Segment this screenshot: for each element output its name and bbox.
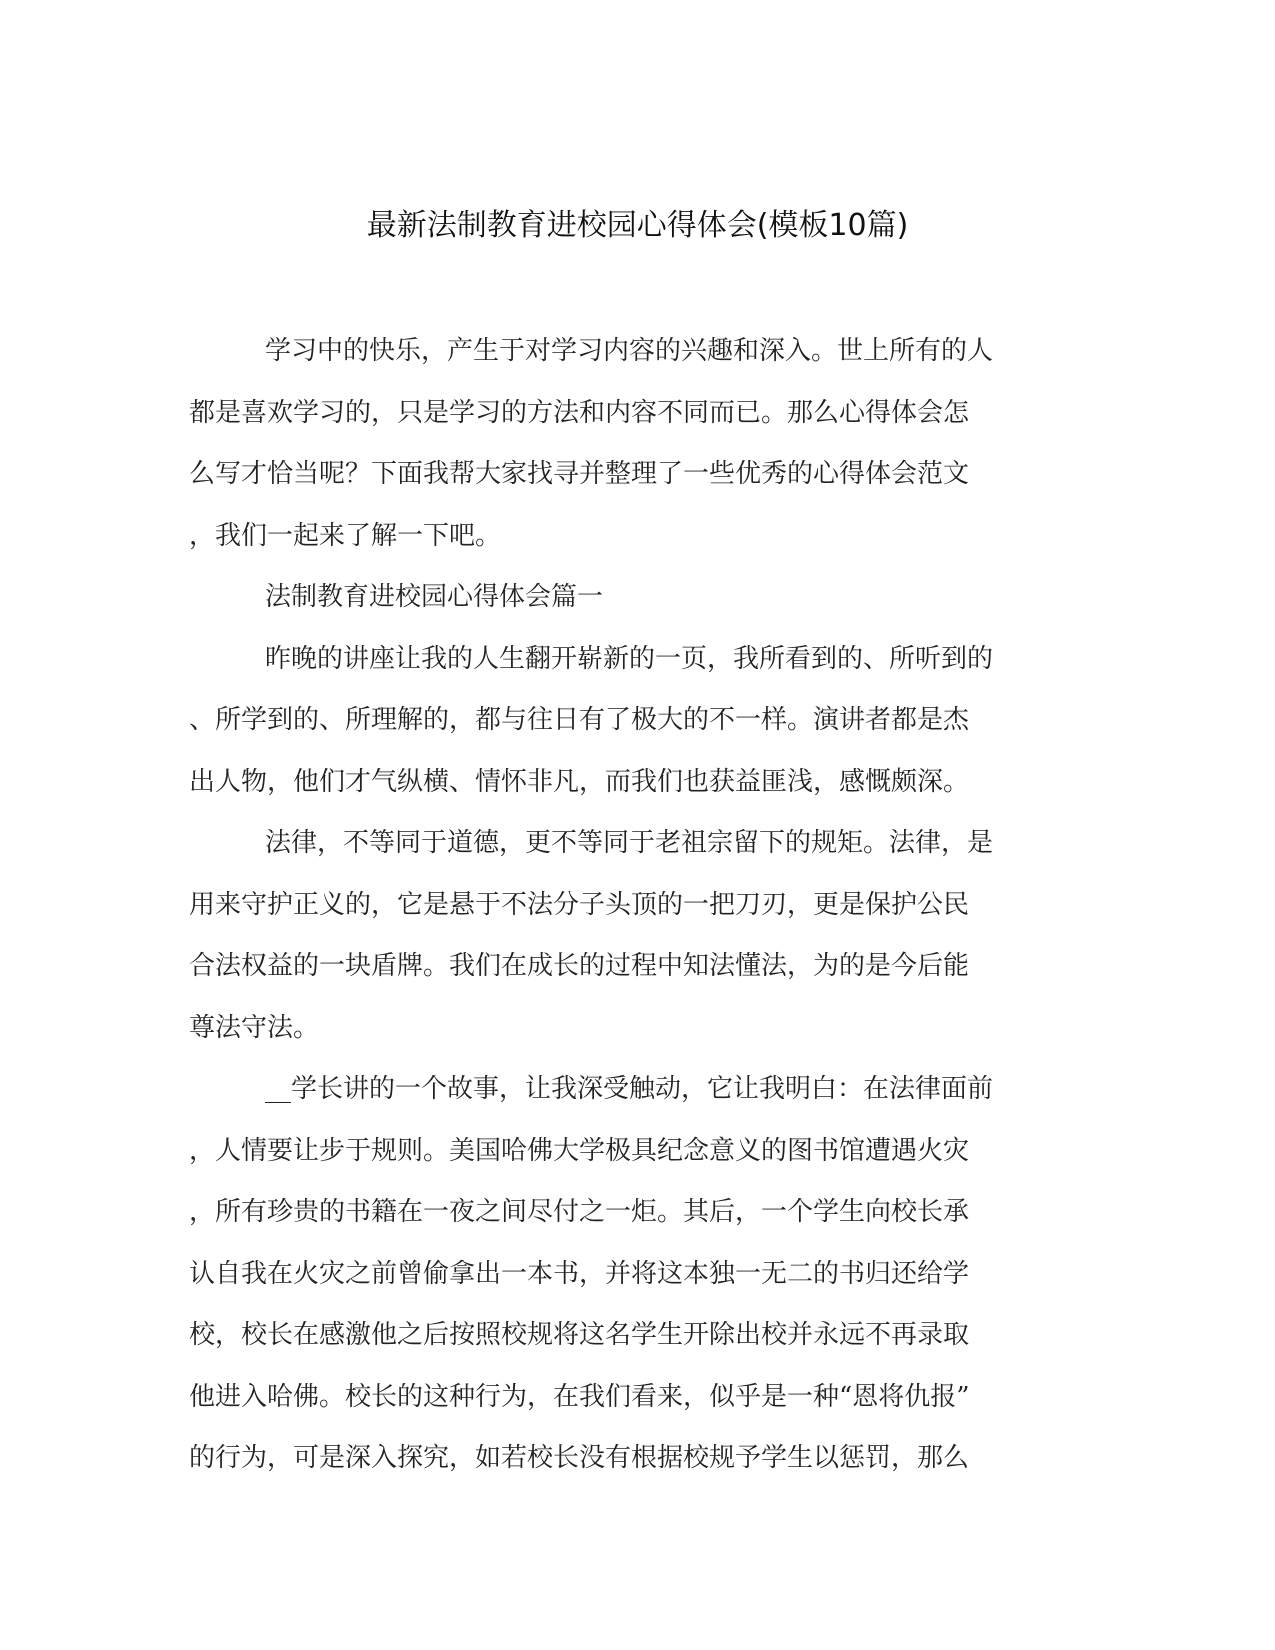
document-body	[189, 321, 1079, 1490]
text-line: __学长讲的一个故事，让我深受触动，它让我明白：在法律面前	[265, 1074, 994, 1104]
text-line: 用来守护正义的，它是悬于不法分子头顶的一把刀刃，更是保护公民	[189, 889, 970, 920]
text-line: 认自我在火灾之前曾偷拿出一本书，并将这本独一无二的书归还给学	[189, 1258, 970, 1289]
text-line: 合法权益的一块盾牌。我们在成长的过程中知法懂法，为的是今后能	[189, 951, 970, 981]
text-line: 的行为，可是深入探究，如若校长没有根据校规予学生以惩罚，那么	[189, 1443, 970, 1473]
text-line: 出人物，他们才气纵横、情怀非凡，而我们也获益匪浅，感慨颇深。	[189, 766, 970, 797]
text-line: 他进入哈佛。校长的这种行为，在我们看来，似乎是一种“恩将仇报”	[189, 1381, 970, 1412]
text-line: ，所有珍贵的书籍在一夜之间尽付之一炬。其后，一个学生向校长承	[189, 1197, 970, 1227]
text-line: 么写才恰当呢？下面我帮大家找寻并整理了一些优秀的心得体会范文	[189, 459, 970, 489]
document-title: 最新法制教育进校园心得体会(模板10篇)	[366, 208, 909, 243]
text-line: 、所学到的、所理解的，都与往日有了极大的不一样。演讲者都是杰	[189, 705, 970, 735]
text-line: 校，校长在感激他之后按照校规将这名学生开除出校并永远不再录取	[189, 1320, 970, 1350]
text-line: ，我们一起来了解一下吧。	[189, 520, 502, 551]
text-line: ，人情要让步于规则。美国哈佛大学极具纪念意义的图书馆遭遇火灾	[189, 1135, 970, 1166]
text-line: 尊法守法。	[189, 1012, 320, 1043]
text-line: 法律，不等同于道德，更不等同于老祖宗留下的规矩。法律，是	[265, 828, 994, 858]
text-line: 都是喜欢学习的，只是学习的方法和内容不同而已。那么心得体会怎	[189, 397, 970, 428]
section-heading: 法制教育进校园心得体会篇一	[265, 582, 604, 612]
text-line: 学习中的快乐，产生于对学习内容的兴趣和深入。世上所有的人	[265, 336, 994, 366]
text-line: 昨晚的讲座让我的人生翻开崭新的一页，我所看到的、所听到的	[265, 643, 994, 674]
